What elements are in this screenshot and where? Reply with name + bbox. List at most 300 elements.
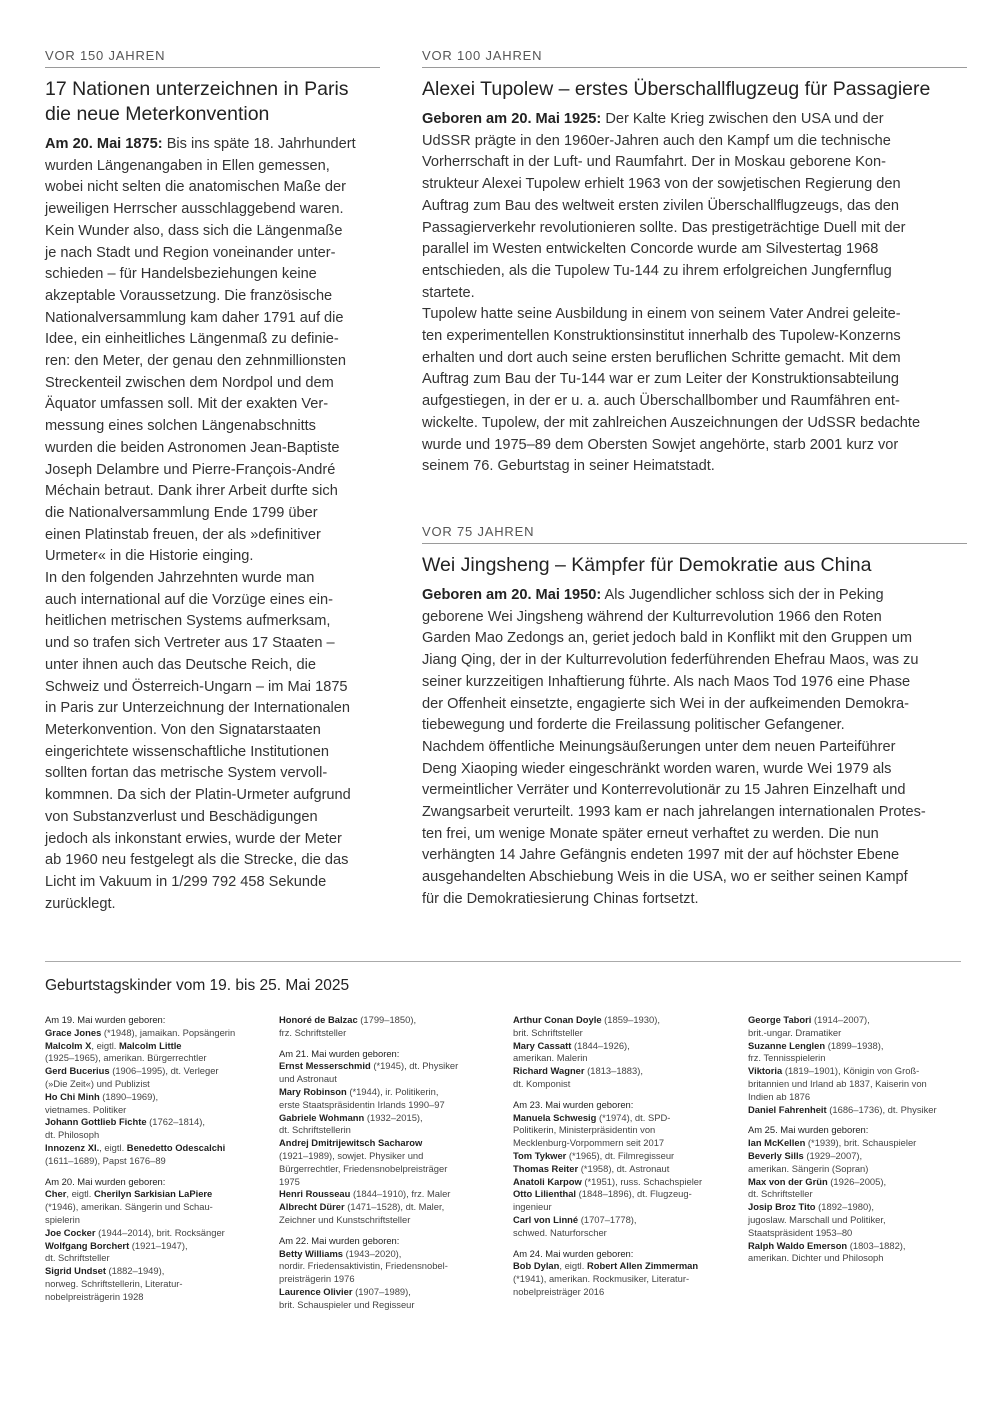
person-info: (1859–1930),: [601, 1014, 660, 1025]
person-name: Laurence Olivier: [279, 1285, 353, 1297]
birthday-entry: [513, 1052, 735, 1065]
birthday-entry: [279, 1188, 501, 1201]
article-line: [45, 872, 380, 894]
birthday-entry: [513, 1176, 735, 1189]
article-text: Auftrag zum Bau der Tu-144 war er zum Leiter der Konstruktionsabteilung: [422, 371, 899, 388]
person-info: (*1946), amerikan. Sängerin und Schau-: [45, 1201, 213, 1213]
birthday-entry: [748, 1052, 970, 1065]
article-text: tiebewegung und forderte die Freilassung politischer Gefangener.: [422, 717, 845, 734]
article-text: Jiang Qing, der in der Kulturrevolution federführenden Ehefrau Maos, was zu: [422, 652, 919, 669]
person-name: Gabriele Wohmann: [279, 1111, 365, 1123]
person-name: Anatoli Karpow: [513, 1175, 582, 1187]
birthday-entry: [748, 1240, 970, 1253]
birthday-entry: [513, 1112, 735, 1125]
birthday-entry: [748, 1091, 970, 1104]
article-line: [45, 850, 380, 872]
article-text: für die Demokratiesierung Chinas fortsetzt.: [422, 890, 699, 907]
person-name: Malcolm X: [45, 1039, 92, 1051]
person-info: Politikerin, Ministerpräsidentin von: [513, 1124, 656, 1136]
article-text: die Nationalversammlung Ende 1799 über: [45, 504, 318, 521]
article-line: [422, 889, 967, 911]
person-info: (1707–1778),: [578, 1213, 637, 1225]
article-line: [45, 373, 380, 395]
person-info: dt. Schriftsteller: [45, 1252, 110, 1264]
birthday-entry: [279, 1248, 501, 1261]
article-text: jedoch als inkonstant erwies, wurde der Meter: [45, 830, 342, 847]
article-lead: Am 20. Mai 1875:: [45, 136, 163, 152]
article-line: [422, 174, 967, 196]
person-info: und Astronaut: [279, 1073, 337, 1085]
birthday-entry: [45, 1227, 267, 1240]
article-text: startete.: [422, 284, 475, 301]
birthday-entry: [279, 1073, 501, 1086]
person-info: (*1948), jamaikan. Popsängerin: [101, 1026, 236, 1038]
birthday-entry: [513, 1150, 735, 1163]
article-line: [422, 239, 967, 261]
article-line: [45, 546, 380, 568]
birthday-entry: [748, 1104, 970, 1117]
birthday-entry: [513, 1188, 735, 1201]
article-text: Licht im Vakuum in 1/299 792 458 Sekunde: [45, 873, 327, 890]
person-info: (1899–1938),: [825, 1039, 884, 1051]
article-line: [45, 677, 380, 699]
person-info: (1944–2014), brit. Rocksänger: [95, 1226, 225, 1238]
person-info: (1762–1814),: [146, 1116, 205, 1128]
person-info: brit.-ungar. Dramatiker: [748, 1026, 842, 1038]
person-name: Cher: [45, 1188, 67, 1200]
birthday-day-heading: Am 25. Mai wurden geboren:: [748, 1124, 869, 1136]
birthday-entry: [45, 1188, 267, 1201]
article-line: [422, 369, 967, 391]
person-info: (*1951), russ. Schachspieler: [581, 1175, 703, 1187]
person-info: (*1945), dt. Physiker: [370, 1060, 459, 1072]
article-text: schieden – für Handelsbeziehungen keine: [45, 266, 317, 283]
person-info: , eigtl.: [66, 1188, 94, 1200]
birthday-entry: [513, 1214, 735, 1227]
person-info: , eigtl.: [559, 1260, 587, 1272]
article-line: [45, 590, 380, 612]
person-info: (1848–1896), dt. Flugzeug-: [576, 1188, 692, 1200]
article-metre-convention: [45, 48, 380, 915]
person-info: amerikan. Malerin: [513, 1052, 588, 1064]
person-info: (*1965), dt. Filmregisseur: [566, 1149, 675, 1161]
person-name: Benedetto Odescalchi: [126, 1141, 226, 1153]
article-line: [422, 715, 967, 737]
person-info: amerikan. Sängerin (Sopran): [748, 1162, 869, 1174]
article-text: entschieden, als die Tupolew Tu-144 zu ihrem erfolgreichen Jungfernflug: [422, 262, 892, 279]
person-info: Zeichner und Kunstschriftsteller: [279, 1213, 411, 1225]
person-info: (1890–1969),: [99, 1090, 159, 1102]
article-text: wurden die beiden Astronomen Jean-Baptiste: [45, 439, 340, 456]
person-name: Albrecht Dürer: [279, 1201, 345, 1213]
article-line: [45, 720, 380, 742]
person-name: Malcolm Little: [119, 1039, 182, 1051]
article-line: [422, 694, 967, 716]
person-info: amerikan. Dichter und Philosoph: [748, 1252, 884, 1264]
article-label: VOR 150 JAHREN: [45, 48, 380, 68]
person-info: (1932–2015),: [364, 1111, 423, 1123]
article-line: [422, 607, 967, 629]
birthday-entry: [748, 1252, 970, 1265]
birthday-day-heading: Am 22. Mai wurden geboren:: [279, 1234, 400, 1246]
person-name: Tom Tykwer: [513, 1149, 567, 1161]
article-text: geborene Wei Jingsheng während der Kulturrevolution 1966 den Roten: [422, 608, 882, 625]
birthday-entry: [45, 1155, 267, 1168]
birthday-entry: [279, 1214, 501, 1227]
person-name: Suzanne Lenglen: [748, 1039, 826, 1051]
person-info: dt. Komponist: [513, 1077, 571, 1089]
birthday-entry: [748, 1040, 970, 1053]
birthday-column-3: [513, 1014, 735, 1299]
article-line: [422, 131, 967, 153]
article-line: [45, 655, 380, 677]
person-name: George Tabori: [748, 1014, 812, 1025]
article-line: [422, 650, 967, 672]
person-name: Viktoria: [748, 1065, 783, 1077]
birthday-entry: [748, 1078, 970, 1091]
birthday-entry: [513, 1065, 735, 1078]
article-body: [422, 109, 967, 478]
article-line: [45, 481, 380, 503]
person-info: preisträgerin 1976: [279, 1273, 355, 1285]
birthday-entry: [45, 1201, 267, 1214]
article-text: ausgehandelten Abschiebung Weis in die USA, wo er seither seinen Kampf: [422, 869, 908, 886]
article-line: [422, 391, 967, 413]
birthday-entry: [279, 1086, 501, 1099]
person-info: brit. Schriftsteller: [513, 1026, 583, 1038]
article-line: [422, 196, 967, 218]
birthday-entry: [45, 1252, 267, 1265]
birthday-entry: [45, 1065, 267, 1078]
article-tupolew: [422, 48, 967, 478]
article-line: [422, 326, 967, 348]
birthday-entry: [748, 1176, 970, 1189]
birthday-entry: [513, 1260, 735, 1273]
article-text: aufgestiegen, in der er u. a. auch Überschallbomber und Raumfähren ent-: [422, 393, 900, 410]
person-info: (1686–1736), dt. Physiker: [826, 1103, 937, 1115]
article-line: [45, 243, 380, 265]
person-info: (1882–1949),: [105, 1265, 165, 1277]
person-name: Betty Williams: [279, 1247, 343, 1259]
title-line: 17 Nationen unterzeichnen in Paris: [45, 78, 349, 100]
article-line: [422, 261, 967, 283]
person-name: Cherilyn Sarkisian LaPiere: [93, 1188, 213, 1200]
article-text: erhalten und dort auch seine ersten beruflichen Schritte gemacht. Mit dem: [422, 349, 901, 366]
birthday-day-heading: Am 23. Mai wurden geboren:: [513, 1098, 634, 1110]
article-text: verhängten 14 Jahre Gefängnis endeten 1997 mit der auf höchster Ebene: [422, 847, 900, 864]
person-info: spielerin: [45, 1213, 80, 1225]
article-text: Der Kalte Krieg zwischen den USA und der: [605, 111, 884, 127]
section-divider: [45, 961, 961, 962]
article-line: [45, 286, 380, 308]
article-line: [45, 742, 380, 764]
person-name: Robert Allen Zimmerman: [586, 1260, 699, 1272]
birthday-day-heading: Am 24. Mai wurden geboren:: [513, 1247, 634, 1259]
birthday-entry: [748, 1137, 970, 1150]
person-info: (1914–2007),: [811, 1014, 870, 1025]
article-text: ten experimentellen Konstruktionsinstitut innerhalb des Tupolew-Konzerns: [422, 328, 901, 345]
birthday-entry: [45, 1091, 267, 1104]
article-line: [422, 585, 967, 607]
article-label: VOR 75 JAHREN: [422, 524, 967, 544]
article-text: eingerichtete wissenschaftliche Institutionen: [45, 743, 329, 760]
article-text: Idee, ein einheitliches Längenmaß zu definie-: [45, 331, 339, 348]
article-text: UdSSR prägte in den 1960er-Jahren auch den Kampf um die technische: [422, 132, 891, 149]
article-line: [422, 780, 967, 802]
person-info: (1925–1965), amerikan. Bürgerrechtler: [45, 1052, 207, 1064]
article-text: kommnen. Da sich der Platin-Urmeter aufgrund: [45, 787, 351, 804]
person-info: schwed. Naturforscher: [513, 1226, 607, 1238]
article-text: einen Platinstab freuen, der als »definitiver: [45, 526, 321, 543]
person-info: (1921–1947),: [129, 1239, 188, 1251]
person-info: (1803–1882),: [847, 1239, 906, 1251]
article-text: je nach Stadt und Region voneinander unter-: [45, 244, 336, 261]
person-info: (1844–1910), frz. Maler: [350, 1188, 451, 1200]
article-line: [45, 611, 380, 633]
article-line: [45, 503, 380, 525]
birthday-entry: [279, 1137, 501, 1150]
article-line: [422, 737, 967, 759]
person-name: Gerd Bucerius: [45, 1065, 110, 1077]
article-text: ren: den Meter, der genau den zehnmillionsten: [45, 353, 346, 370]
article-text: sollten fortan das metrische System vervoll-: [45, 765, 328, 782]
person-info: (»Die Zeit«) und Publizist: [45, 1077, 150, 1089]
person-info: Staatspräsident 1953–80: [748, 1226, 853, 1238]
person-name: Manuela Schwesig: [513, 1111, 597, 1123]
article-line: [422, 672, 967, 694]
article-text: unter ihnen auch das Deutsche Reich, die: [45, 656, 316, 673]
person-name: Grace Jones: [45, 1026, 102, 1038]
birthday-entry: [279, 1014, 501, 1027]
title-line: Wei Jingsheng – Kämpfer für Demokratie aus China: [422, 554, 872, 576]
article-line: [422, 109, 967, 131]
birthday-column-1: [45, 1014, 267, 1304]
person-name: Mary Robinson: [279, 1085, 347, 1097]
birthday-entry: [279, 1027, 501, 1040]
person-info: (1929–2007),: [803, 1149, 863, 1161]
birthday-entry: [748, 1065, 970, 1078]
person-info: (*1939), brit. Schauspieler: [805, 1137, 917, 1149]
birthday-entry: [45, 1265, 267, 1278]
article-line: [45, 807, 380, 829]
birthday-entry: [513, 1078, 735, 1091]
birthday-entry: [513, 1027, 735, 1040]
article-line: [422, 413, 967, 435]
person-name: Johann Gottlieb Fichte: [45, 1116, 147, 1128]
person-name: Honoré de Balzac: [279, 1014, 358, 1025]
birthday-entry: [748, 1227, 970, 1240]
birthday-day-heading: Am 19. Mai wurden geboren:: [45, 1014, 166, 1025]
birthday-entry: [279, 1286, 501, 1299]
article-line: [45, 894, 380, 916]
birthday-entry: [45, 1104, 267, 1117]
article-text: wurden Längenangaben in Ellen gemessen,: [45, 157, 330, 174]
article-text: Tupolew hatte seine Ausbildung in einem von seinem Vater Andrei geleite-: [422, 306, 901, 323]
article-text: In den folgenden Jahrzehnten wurde man: [45, 570, 315, 587]
person-info: , eigtl.: [99, 1141, 127, 1153]
birthday-entry: [513, 1201, 735, 1214]
article-text: in Paris zur Unterzeichnung der Internationalen: [45, 700, 351, 717]
article-line: [422, 802, 967, 824]
article-line: [422, 435, 967, 457]
article-text: Als Jugendlicher schloss sich der in Peking: [604, 587, 884, 603]
person-info: (1943–2020),: [343, 1247, 402, 1259]
person-info: nobelpreisträger 2016: [513, 1285, 605, 1297]
article-text: auch international auf die Vorzüge eines ein-: [45, 591, 334, 608]
article-text: heitlichen metrischen Systems aufmerksam,: [45, 613, 331, 630]
title-line: die neue Meterkonvention: [45, 103, 270, 125]
person-info: (1799–1850),: [357, 1014, 417, 1025]
birthday-entry: [279, 1150, 501, 1163]
birthday-entry: [748, 1150, 970, 1163]
person-info: (1471–1528), dt. Maler,: [344, 1201, 445, 1213]
article-text: Urmeter« in die Historie einging.: [45, 548, 254, 565]
article-text: und so trafen sich Vertreter aus 17 Staaten –: [45, 635, 335, 652]
article-line: [45, 134, 380, 156]
birthday-entry: [279, 1201, 501, 1214]
birthday-entry: [45, 1040, 267, 1053]
birthday-entry: [45, 1078, 267, 1091]
article-lead: Geboren am 20. Mai 1925:: [422, 111, 602, 127]
birthday-entry: [279, 1124, 501, 1137]
article-text: von Substanzverlust und Beschädigungen: [45, 808, 318, 825]
person-info: jugoslaw. Marschall und Politiker,: [748, 1213, 886, 1225]
article-line: [422, 759, 967, 781]
article-line: [422, 628, 967, 650]
person-info: brit. Schauspieler und Regisseur: [279, 1298, 415, 1310]
birthday-column-4: [748, 1014, 970, 1265]
article-text: wickelte. Tupolew, der mit zahlreichen Auszeichnungen der UdSSR bedachte: [422, 414, 921, 431]
birthday-entry: [748, 1214, 970, 1227]
person-info: (1926–2005),: [827, 1175, 887, 1187]
article-line: [45, 460, 380, 482]
article-line: [422, 152, 967, 174]
article-line: [45, 698, 380, 720]
article-text: Passagierverkehr revolutionieren sollte. Das prestigeträchtige Duell mit der: [422, 219, 906, 236]
article-line: [422, 218, 967, 240]
birthday-entry: [45, 1129, 267, 1142]
birthday-entry: [45, 1142, 267, 1155]
person-name: Wolfgang Borchert: [45, 1239, 130, 1251]
person-name: Arthur Conan Doyle: [513, 1014, 602, 1025]
article-line: [45, 264, 380, 286]
article-line: [422, 283, 967, 305]
article-wei-jingsheng: [422, 524, 967, 911]
article-title: [422, 553, 967, 578]
article-line: [45, 568, 380, 590]
person-info: Indien ab 1876: [748, 1090, 811, 1102]
article-line: [45, 438, 380, 460]
birthday-entry: [279, 1299, 501, 1312]
person-info: (1844–1926),: [571, 1039, 630, 1051]
birthday-entry: [279, 1112, 501, 1125]
birthday-entry: [279, 1163, 501, 1176]
birthday-entry: [748, 1163, 970, 1176]
article-label: VOR 100 JAHREN: [422, 48, 967, 68]
birthday-entry: [45, 1278, 267, 1291]
article-line: [422, 867, 967, 889]
birthday-entry: [45, 1291, 267, 1304]
person-info: (1906–1995), dt. Verleger: [109, 1065, 219, 1077]
article-line: [45, 416, 380, 438]
article-line: [45, 329, 380, 351]
person-name: Thomas Reiter: [513, 1162, 579, 1174]
article-text: jeweiligen Herrscher ausschlaggebend waren.: [45, 201, 344, 218]
article-line: [422, 304, 967, 326]
birthday-entry: [513, 1227, 735, 1240]
person-info: Mecklenburg-Vorpommern seit 2017: [513, 1137, 665, 1149]
person-info: (1611–1689), Papst 1676–89: [45, 1154, 166, 1166]
person-name: Sigrid Undset: [45, 1265, 106, 1277]
article-line: [45, 199, 380, 221]
person-info: britannien und Irland ab 1837, Kaiserin von: [748, 1077, 927, 1089]
article-text: zurücklegt.: [45, 895, 116, 912]
article-line: [45, 308, 380, 330]
article-line: [422, 845, 967, 867]
article-line: [45, 177, 380, 199]
article-text: wurde und 1975–89 dem Obersten Sowjet angehörte, starb 2001 kurz vor: [422, 436, 899, 453]
article-text: Nationalversammlung kam daher 1791 auf die: [45, 309, 344, 326]
person-info: frz. Tennisspielerin: [748, 1052, 826, 1064]
person-info: (1813–1883),: [584, 1065, 643, 1077]
birthday-entry: [748, 1027, 970, 1040]
article-title: [422, 77, 967, 102]
person-name: Joe Cocker: [45, 1226, 96, 1238]
article-text: messung eines solchen Längenabschnitts: [45, 418, 316, 435]
birthday-entry: [513, 1040, 735, 1053]
person-info: dt. Schriftstellerin: [279, 1124, 351, 1136]
article-text: Nachdem öffentliche Meinungsäußerungen unter dem neuen Parteiführer: [422, 738, 896, 755]
birthday-entry: [45, 1027, 267, 1040]
person-name: Ian McKellen: [748, 1137, 806, 1149]
article-line: [422, 348, 967, 370]
article-text: Meterkonvention. Von den Signatarstaaten: [45, 721, 321, 738]
article-lead: Geboren am 20. Mai 1950:: [422, 587, 602, 603]
person-name: Ho Chi Minh: [45, 1090, 100, 1102]
person-name: Ralph Waldo Emerson: [748, 1239, 848, 1251]
person-info: (1819–1901), Königin von Groß-: [782, 1065, 920, 1077]
person-info: norweg. Schriftstellerin, Literatur-: [45, 1277, 183, 1289]
article-line: [45, 763, 380, 785]
birthday-entry: [45, 1214, 267, 1227]
person-info: , eigtl.: [91, 1039, 119, 1051]
article-text: Schweiz und Österreich-Ungarn – im Mai 1875: [45, 678, 348, 695]
person-name: Ernst Messerschmid: [279, 1060, 371, 1072]
birthday-entry: [279, 1176, 501, 1189]
article-text: Bis ins späte 18. Jahrhundert: [166, 136, 356, 152]
person-info: (1907–1989),: [352, 1285, 411, 1297]
birthday-entry: [45, 1052, 267, 1065]
person-name: Richard Wagner: [513, 1065, 585, 1077]
birthday-entry: [279, 1060, 501, 1073]
person-name: Henri Rousseau: [279, 1188, 351, 1200]
article-text: seiner kurzzeitigen Inhaftierung führte. Als nach Maos Tod 1976 eine Phase: [422, 673, 911, 690]
article-text: der Offenheit einsetzte, engagierte sich Wei in der aufkeimenden Demokra-: [422, 695, 909, 712]
person-name: Josip Broz Tito: [748, 1201, 816, 1213]
article-line: [45, 829, 380, 851]
person-name: Mary Cassatt: [513, 1039, 572, 1051]
person-name: Bob Dylan: [513, 1260, 560, 1272]
article-line: [45, 525, 380, 547]
article-text: Méchain betraut. Dank ihrer Arbeit durfte sich: [45, 483, 338, 500]
birthday-entry: [513, 1163, 735, 1176]
article-line: [422, 824, 967, 846]
article-text: seinem 76. Geburtstag in seiner Heimatstadt.: [422, 458, 715, 475]
birthday-entry: [513, 1286, 735, 1299]
article-body: [422, 585, 967, 911]
article-text: parallel im Westen entwickelten Concorde wurde am Silvestertag 1968: [422, 241, 879, 258]
person-name: Daniel Fahrenheit: [748, 1103, 827, 1115]
